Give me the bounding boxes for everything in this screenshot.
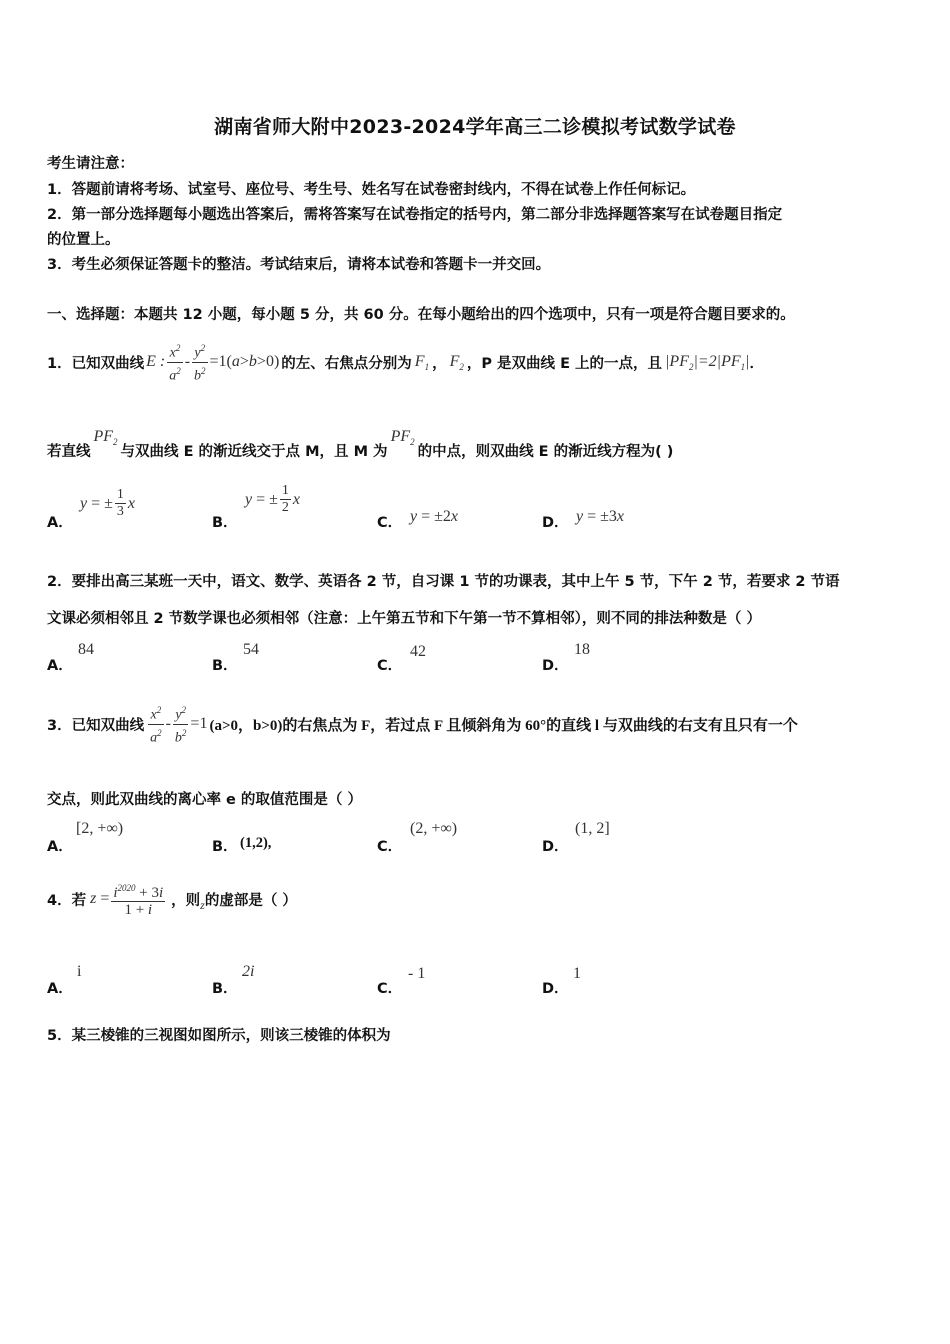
q1-option-b-value: y = ± $\frac{1}{2}$ x bbox=[245, 483, 301, 515]
q4-text-1: 若 bbox=[71, 892, 87, 909]
q1-pf2-a: $PF_2$ bbox=[93, 428, 118, 448]
q2-option-b-label: B． bbox=[212, 658, 238, 674]
notice-item-3: 3．考生必须保证答题卡的整洁。考试结束后，请将本试卷和答题卡一并交回。 bbox=[47, 257, 551, 273]
q3-option-d-label: D． bbox=[542, 839, 569, 855]
q1-option-c-value: y = ±2x bbox=[410, 508, 459, 525]
q3-option-a-label: A． bbox=[47, 839, 73, 855]
q2-option-b-value: 54 bbox=[243, 641, 259, 658]
q1-number: 1． bbox=[47, 355, 72, 372]
q2-option-d-label: D． bbox=[542, 658, 569, 674]
q1-option-b-label: B． bbox=[212, 515, 238, 531]
q1-line2-c: 的中点，则双曲线 E 的渐近线方程为( ) bbox=[417, 444, 674, 460]
q1-line2-b: 与双曲线 E 的渐近线交于点 M，且 M 为 bbox=[120, 444, 388, 460]
q4-option-a-label: A． bbox=[47, 981, 73, 997]
q3-option-b-value: (1,2), bbox=[240, 835, 272, 851]
q4-option-b-value: 2i bbox=[242, 963, 255, 980]
q3-equation: $\frac{x^2}{a^2}$ - $\frac{y^2}{b^2}$ =1 bbox=[146, 702, 207, 746]
q4-text-3: 的虚部是（ ） bbox=[204, 892, 297, 909]
q1-text-4: ． bbox=[749, 355, 765, 372]
q4-number: 4． bbox=[47, 892, 72, 909]
q1-text-2: 的左、右焦点分别为 bbox=[281, 355, 412, 372]
question-2-line-2: 文课必须相邻且 2 节数学课也必须相邻（注意：上午第五节和下午第一节不算相邻），则不同的排法种数是（ ） bbox=[47, 611, 761, 627]
q4-option-d-label: D． bbox=[542, 981, 569, 997]
q3-text-2: (a>0，b>0)的右焦点为 F，若过点 F 且倾斜角为 60°的直线 l 与双曲线的右支有且只有一个 bbox=[209, 717, 798, 734]
question-1-line-2 bbox=[47, 428, 673, 461]
q2-option-a-label: A． bbox=[47, 658, 73, 674]
question-2-line-1: 2．要排出高三某班一天中，语文、数学、英语各 2 节，自习课 1 节的功课表，其中上午 5 节，下午 2 节，若要求 2 节语 bbox=[47, 574, 840, 590]
q1-option-c-label: C． bbox=[377, 515, 403, 531]
question-5-line-1: 5．某三棱锥的三视图如图所示，则该三棱锥的体积为 bbox=[47, 1028, 391, 1044]
q2-option-c-label: C． bbox=[377, 658, 403, 674]
page-title: 湖南省师大附中2023-2024学年高三二诊模拟考试数学试卷 bbox=[214, 116, 736, 138]
q3-option-a-value: [2, +∞) bbox=[76, 820, 124, 837]
q1-option-a-value: y = ± $\frac{1}{3}$ x bbox=[80, 487, 136, 519]
q1-line2-a: 若直线 bbox=[47, 444, 91, 460]
q4-option-c-label: C． bbox=[377, 981, 403, 997]
q3-option-c-value: (2, +∞) bbox=[410, 820, 458, 837]
q4-equation: z = $\frac{i^{2020} + 3i}{1 + i}$ bbox=[90, 880, 167, 918]
q3-option-d-value: (1, 2] bbox=[575, 820, 610, 837]
q1-sep: ， bbox=[432, 355, 447, 372]
q4-text-2: ，则 bbox=[171, 892, 201, 909]
notice-item-2: 2．第一部分选择题每小题选出答案后，需将答案写在试卷指定的括号内，第二部分非选择题答案写在试卷题目指定 bbox=[47, 207, 783, 223]
q1-equation: E : $\frac{x^2}{a^2}$ - $\frac{y^2}{b^2}$ =1( a > b >0) bbox=[146, 340, 279, 384]
q4-z: z bbox=[200, 897, 205, 912]
q2-option-d-value: 18 bbox=[574, 641, 590, 658]
notice-item-1: 1．答题前请将考场、试室号、座位号、考生号、姓名写在试卷密封线内，不得在试卷上作任何标记。 bbox=[47, 182, 696, 198]
section-heading: 一、选择题：本题共 12 小题，每小题 5 分，共 60 分。在每小题给出的四个选项中，只有一项是符合题目要求的。 bbox=[47, 307, 795, 323]
q3-text-1: 已知双曲线 bbox=[71, 717, 145, 734]
notice-heading: 考生请注意： bbox=[47, 156, 134, 172]
q1-text-1: 已知双曲线 bbox=[71, 355, 145, 372]
q4-option-d-value: 1 bbox=[573, 965, 581, 982]
q1-condition: $|PF_2|=2|PF_1|$ bbox=[665, 352, 750, 372]
q4-option-b-label: B． bbox=[212, 981, 238, 997]
q2-option-c-value: 42 bbox=[410, 643, 426, 660]
question-4-stem bbox=[47, 880, 297, 918]
q1-f1: $F_1$ bbox=[414, 352, 430, 372]
q1-option-d-value: y = ±3x bbox=[576, 508, 625, 525]
notice-item-2-cont: 的位置上。 bbox=[47, 232, 120, 248]
question-3-line-1 bbox=[47, 702, 798, 746]
q4-option-c-value: - 1 bbox=[408, 965, 426, 982]
q1-option-a-label: A． bbox=[47, 515, 73, 531]
q1-f2: $F_2$ bbox=[449, 352, 464, 372]
q1-option-d-label: D． bbox=[542, 515, 569, 531]
q1-pf2-b: $PF_2$ bbox=[390, 428, 415, 448]
q4-option-a-value: i bbox=[77, 963, 82, 980]
q1-text-3: ，P 是双曲线 E 上的一点，且 bbox=[466, 355, 663, 372]
q2-option-a-value: 84 bbox=[78, 641, 94, 658]
question-3-line-2: 交点，则此双曲线的离心率 e 的取值范围是（ ） bbox=[47, 792, 362, 808]
q3-option-b-label: B． bbox=[212, 839, 238, 855]
q3-option-c-label: C． bbox=[377, 839, 403, 855]
q3-number: 3． bbox=[47, 717, 72, 734]
question-1-stem bbox=[47, 340, 764, 384]
